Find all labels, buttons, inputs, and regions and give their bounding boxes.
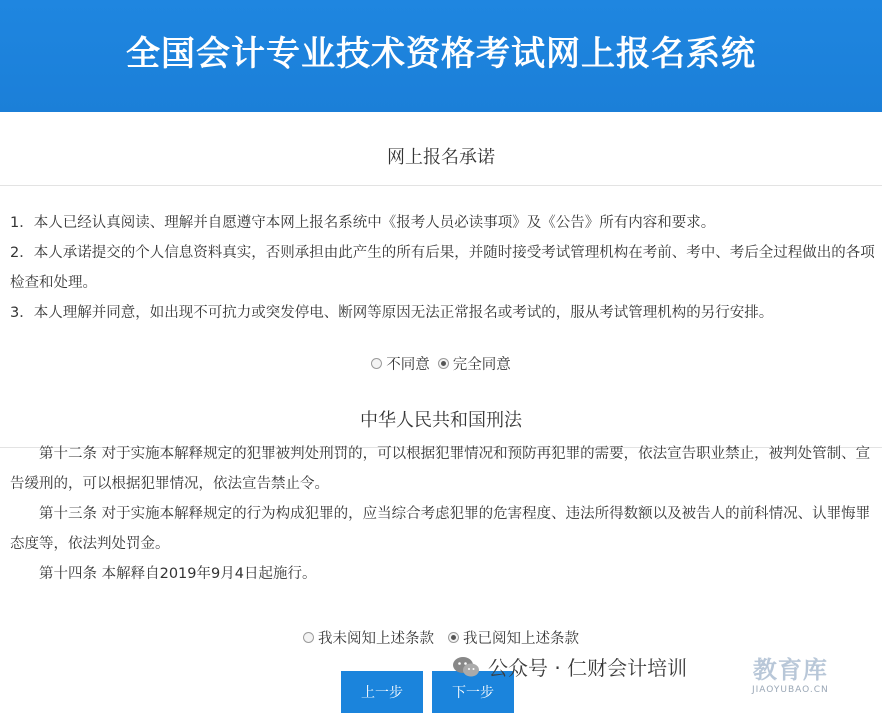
- law-paragraph: 第十四条 本解释自2019年9月4日起施行。: [39, 566, 317, 582]
- wechat-icon: [452, 655, 480, 679]
- radio-unread[interactable]: [303, 627, 434, 648]
- brand-watermark: [752, 650, 829, 695]
- brand-name: 教育库: [752, 656, 828, 684]
- page-title: 全国会计专业技术资格考试网上报名系统: [126, 33, 756, 74]
- radio-circle-checked[interactable]: [448, 632, 459, 643]
- radio-label: 完全同意: [452, 357, 511, 373]
- radio-label: 不同意: [386, 357, 430, 373]
- radio-circle-checked[interactable]: [438, 358, 449, 369]
- promise-content: [10, 208, 876, 328]
- radio-disagree[interactable]: [371, 353, 430, 374]
- promise-item: 1．本人已经认真阅读、理解并自愿遵守本网上报名系统中《报考人员必读事项》及《公告》所有内容和要求。: [10, 215, 716, 231]
- brand-url: JIAOYUBAO.CN: [752, 685, 829, 695]
- radio-read[interactable]: [448, 627, 579, 648]
- next-button[interactable]: 下一步: [432, 671, 514, 713]
- promise-item: 2．本人承诺提交的个人信息资料真实，否则承担由此产生的所有后果，并随时接受考试管理机构在考前、考中、考后全过程做出的各项检查和处理。: [10, 245, 875, 291]
- radio-circle[interactable]: [371, 358, 382, 369]
- prev-button[interactable]: 上一步: [341, 671, 423, 713]
- watermark: [452, 652, 687, 681]
- promise-title: 网上报名承诺: [387, 147, 495, 168]
- promise-radio-group: [0, 353, 882, 374]
- watermark-text: 公众号 · 仁财会计培训: [488, 656, 688, 680]
- header-banner: [0, 0, 882, 112]
- law-paragraph: 第十二条 对于实施本解释规定的犯罪被判处刑罚的，可以根据犯罪情况和预防再犯罪的需要，依法宣告职业禁止，被判处管制、宣告缓刑的，可以根据犯罪情况，依法宣告禁止令。: [10, 446, 871, 492]
- law-title: 中华人民共和国刑法: [360, 410, 522, 431]
- law-scroll-area[interactable]: [10, 446, 876, 606]
- divider: [0, 185, 882, 186]
- promise-item: 3．本人理解并同意，如出现不可抗力或突发停电、断网等原因无法正常报名或考试的，服从考试管理机构的另行安排。: [10, 305, 774, 321]
- radio-label: 我未阅知上述条款: [318, 631, 434, 647]
- radio-agree[interactable]: [438, 353, 511, 374]
- law-radio-group: [0, 627, 882, 648]
- law-paragraph: 第十三条 对于实施本解释规定的行为构成犯罪的，应当综合考虑犯罪的危害程度、违法所得数额以及被告人的前科情况、认罪悔罪态度等，依法判处罚金。: [10, 506, 871, 552]
- radio-circle[interactable]: [303, 632, 314, 643]
- radio-label: 我已阅知上述条款: [463, 631, 579, 647]
